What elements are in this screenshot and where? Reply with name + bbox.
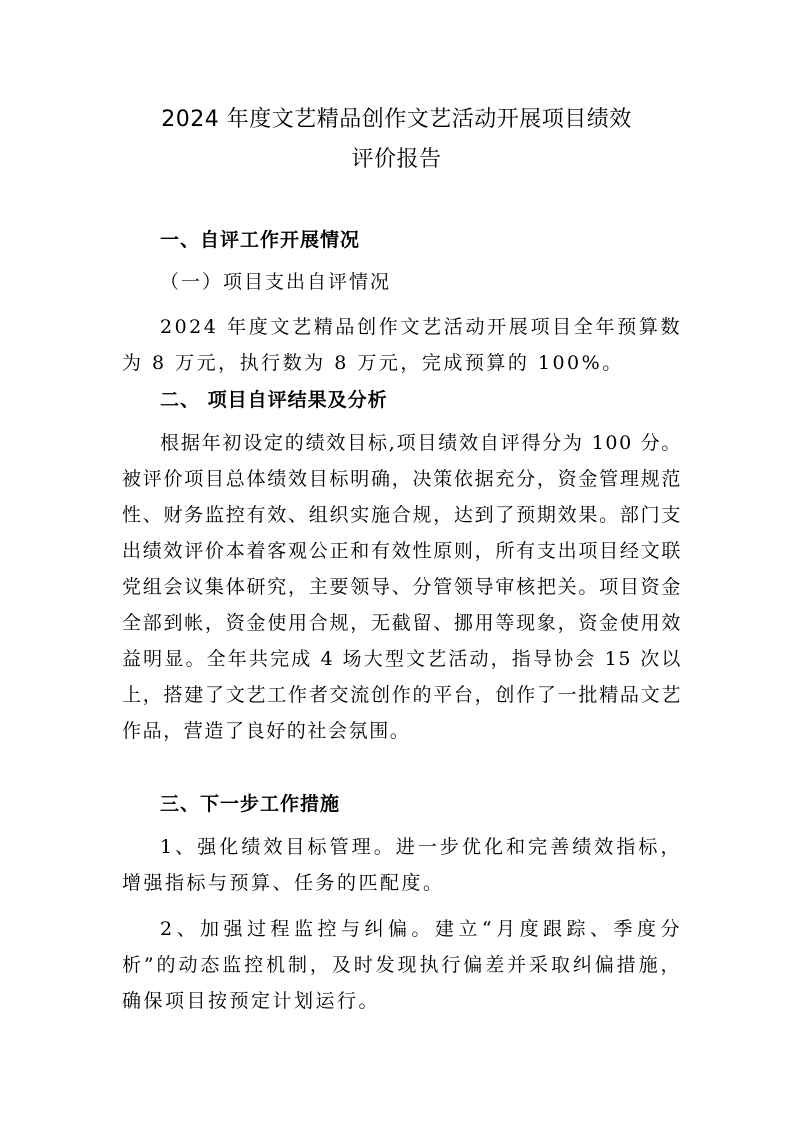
section-3-item-2: 2、加强过程监控与纠偏。建立“月度跟踪、季度分析”的动态监控机制，及时发现执行偏差并采取纠偏措施，确保项目按预定计划运行。 (122, 918, 682, 1012)
report-title-line-1: 2024 年度文艺精品创作文艺活动开展项目绩效 (161, 107, 632, 132)
section-1-paragraph: 2024 年度文艺精品创作文艺活动开展项目全年预算数为 8 万元，执行数为 8 万元，完成预算的 100%。 (122, 316, 682, 374)
section-1-subheading: （一）项目支出自评情况 (160, 271, 392, 293)
report-title-line-2: 评价报告 (351, 147, 442, 172)
section-3-heading: 三、下一步工作措施 (160, 793, 341, 815)
section-3-item-1: 1、强化绩效目标管理。进一步优化和完善绩效指标，增强指标与预算、任务的匹配度。 (122, 836, 682, 894)
section-2-heading: 二、 项目自评结果及分析 (160, 389, 388, 411)
section-2-paragraph: 根据年初设定的绩效目标,项目绩效自评得分为 100 分。被评价项目总体绩效目标明确，决策依据充分，资金管理规范性、财务监控有效、组织实施合规，达到了预期效果。部门支出绩效评价本着客观公正和有效性原则，所有支出项目经文联党组会议集体研究，主要领导、分管领导审核把关。项目资金全部到帐，资金使用合规，无截留、挪用等现象，资金使用效益明显。全年共完成 4 场大型文艺活动，指导协会 15 次以上，搭建了文艺工作者交流创作的平台，创作了一批精品文艺作品，营造了良好的社会氛围。 (122, 432, 682, 742)
section-1-heading: 一、自评工作开展情况 (160, 229, 361, 251)
